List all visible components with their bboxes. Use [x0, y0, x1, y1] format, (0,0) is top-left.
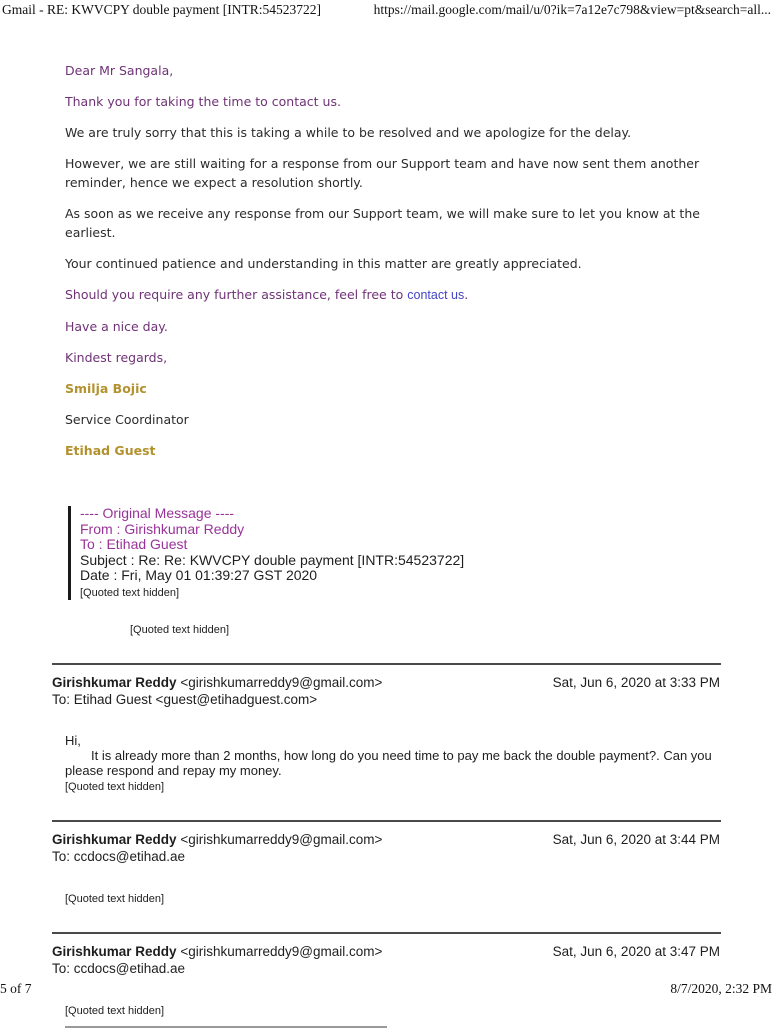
quoted-text-hidden-note: [Quoted text hidden]: [80, 586, 180, 599]
assistance-text-before: Should you require any further assistance, feel free to: [65, 287, 408, 302]
sender-address: <girishkumarreddy9@gmail.com>: [180, 674, 383, 690]
quoted-text-hidden-note: [Quoted text hidden]: [65, 780, 165, 793]
email-body-greeting: Hi,: [65, 732, 81, 748]
thread-divider: [52, 820, 721, 822]
sender-address: <girishkumarreddy9@gmail.com>: [180, 943, 383, 959]
closing-line: Kindest regards,: [65, 350, 168, 365]
email-sender: [52, 831, 382, 848]
original-message-header: ---- Original Message ----: [80, 505, 235, 521]
email-recipient: To: Etihad Guest <guest@etihadguest.com>: [52, 691, 318, 707]
email-header-row: [52, 674, 720, 691]
sender-name: Girishkumar Reddy: [52, 943, 177, 959]
email-sender: [52, 674, 382, 691]
print-header: [0, 0, 773, 18]
original-message-to: To : Etihad Guest: [80, 536, 188, 552]
email-header-row: [52, 831, 720, 848]
signature-divider: [65, 1026, 387, 1028]
email-body-text: It is already more than 2 months, how long do you need time to pay me back the double payment?. Can you please respond and repay my money.: [65, 747, 712, 778]
signature-name: Smilja Bojic: [65, 381, 147, 396]
quoted-text-hidden-note: [Quoted text hidden]: [130, 623, 230, 636]
email-header: [52, 831, 720, 865]
thread-divider: [52, 932, 721, 934]
apology-paragraph: We are truly sorry that this is taking a while to be resolved and we apologize for the delay.: [65, 125, 632, 140]
original-message-date: Date : Fri, May 01 01:39:27 GST 2020: [80, 567, 318, 583]
print-header-title: Gmail - RE: KWVCPY double payment [INTR:54523722]: [2, 2, 321, 17]
print-footer: [0, 981, 772, 997]
email-header: [52, 674, 720, 708]
original-message-from: From : Girishkumar Reddy: [80, 520, 245, 537]
signature-company: Etihad Guest: [65, 443, 156, 458]
email-recipient: To: ccdocs@etihad.ae: [52, 848, 186, 864]
nice-day-line: Have a nice day.: [65, 319, 168, 334]
appreciation-paragraph: Your continued patience and understanding in this matter are greatly appreciated.: [65, 256, 582, 271]
email-date: Sat, Jun 6, 2020 at 3:44 PM: [552, 831, 720, 847]
sender-name: Girishkumar Reddy: [52, 674, 177, 690]
original-message-quote: [68, 506, 720, 600]
thread-divider: [52, 663, 721, 665]
signature-title: Service Coordinator: [65, 412, 189, 427]
email-header: [52, 943, 720, 977]
quoted-text-hidden-note: [Quoted text hidden]: [65, 1004, 165, 1017]
assistance-text-after: .: [464, 287, 469, 302]
status-paragraph: However, we are still waiting for a response from our Support team and have now sent them another reminder, hence we expect a resolution shortly.: [65, 156, 700, 190]
email-date: Sat, Jun 6, 2020 at 3:33 PM: [552, 674, 720, 690]
email-recipient: To: ccdocs@etihad.ae: [52, 960, 186, 976]
assistance-paragraph: [65, 285, 720, 305]
promise-paragraph: As soon as we receive any response from our Support team, we will make sure to let you know at the earliest.: [65, 206, 700, 240]
sender-name: Girishkumar Reddy: [52, 831, 177, 847]
print-page-number: 5 of 7: [0, 981, 32, 996]
quoted-text-hidden-note: [Quoted text hidden]: [65, 892, 165, 905]
thanks-paragraph: Thank you for taking the time to contact us.: [65, 94, 341, 109]
greeting-line: Dear Mr Sangala,: [65, 63, 174, 78]
print-timestamp: 8/7/2020, 2:32 PM: [670, 981, 772, 996]
reply-message-body: [65, 61, 720, 637]
contact-us-link[interactable]: contact us: [407, 288, 465, 302]
email-header-row: [52, 943, 720, 960]
email-body: [65, 733, 715, 794]
email-date: Sat, Jun 6, 2020 at 3:47 PM: [552, 943, 720, 959]
original-message-subject: Subject : Re: Re: KWVCPY double payment [INTR:54523722]: [80, 551, 465, 568]
sender-address: <girishkumarreddy9@gmail.com>: [180, 831, 383, 847]
print-header-url: https://mail.google.com/mail/u/0?ik=7a12e7c798&view=pt&search=all...: [373, 2, 771, 17]
email-sender: [52, 943, 382, 960]
